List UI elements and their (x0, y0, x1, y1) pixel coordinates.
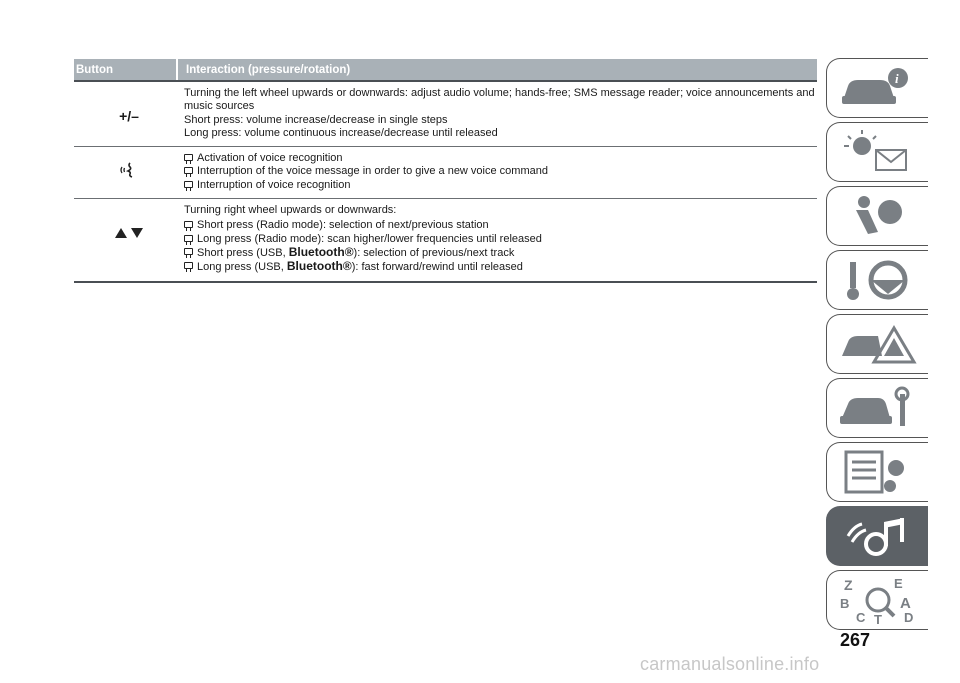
row-description (184, 199, 817, 280)
table-row (74, 147, 817, 199)
svg-text:D: D (903, 610, 913, 624)
bullet-icon (184, 248, 193, 255)
index-az-icon (838, 576, 918, 624)
voice-recognition-icon (74, 147, 184, 198)
tab-safety[interactable] (826, 186, 928, 246)
description-intro: Turning right wheel upwards or downwards: (184, 204, 397, 217)
bullet-icon (184, 221, 193, 228)
list-item: Long press (USB, Bluetooth®): fast forward/rewind until released (184, 260, 817, 274)
page-number: 267 (840, 630, 871, 650)
multimedia-icon (838, 512, 918, 560)
svg-text:C: C (855, 610, 865, 624)
svg-text:T: T (873, 612, 882, 624)
bullet-icon (184, 262, 193, 269)
technical-data-icon (838, 448, 918, 496)
row-description (184, 147, 817, 198)
emergency-breakdown-icon (838, 320, 918, 368)
bullet-icon (184, 181, 193, 188)
list-item: Activation of voice recognition (184, 152, 817, 165)
controls-table (74, 59, 817, 283)
table-header (74, 59, 817, 82)
bullet-icon (184, 235, 193, 242)
bullet-icon (184, 154, 193, 161)
list-item: Short press (Radio mode): selection of next/previous station (184, 219, 817, 232)
tab-starting-driving[interactable] (826, 250, 928, 310)
list-item: Long press (Radio mode): scan higher/lower frequencies until released (184, 233, 817, 246)
svg-text:E: E (893, 576, 903, 591)
table-row (74, 82, 817, 147)
svg-text:A: A (899, 595, 911, 612)
tab-multimedia[interactable] (826, 506, 928, 566)
car-maintenance-icon (838, 384, 918, 432)
bullet-icon (184, 167, 193, 174)
car-info-icon (838, 64, 918, 112)
list-item: Interruption of the voice message in order to give a new voice command (184, 165, 817, 178)
warning-lights-message-icon (838, 128, 918, 176)
row-description (184, 82, 817, 146)
svg-text:i: i (894, 71, 899, 86)
header-interaction: Interaction (pressure/rotation) (176, 59, 350, 80)
table-row (74, 199, 817, 282)
tab-index[interactable] (826, 570, 928, 630)
description-line: Short press: volume increase/decrease in single steps (184, 113, 448, 126)
description-line: Turning the left wheel upwards or downwards: adjust audio volume; hands-free; SMS message reader; voice announcements and music sources (184, 87, 815, 113)
header-button: Button (76, 63, 114, 76)
key-steering-wheel-icon (838, 256, 918, 304)
chapter-tabs (826, 58, 928, 634)
tab-emergency[interactable] (826, 314, 928, 374)
tab-technical-data[interactable] (826, 442, 928, 502)
watermark: carmanualsonline.info (640, 654, 820, 674)
svg-text:Z: Z (843, 577, 853, 593)
svg-text:B: B (839, 596, 849, 611)
bluetooth-term: Bluetooth® (286, 259, 352, 274)
volume-button-label: +/– (119, 108, 139, 124)
description-line: Long press: volume continuous increase/decrease until released (184, 126, 498, 139)
bluetooth-term: Bluetooth® (288, 244, 354, 259)
airbag-safety-icon (838, 192, 918, 240)
tab-car-info[interactable] (826, 58, 928, 118)
tab-warning-lights[interactable] (826, 122, 928, 182)
up-down-arrows-icon (74, 199, 184, 280)
list-item: Short press (USB, Bluetooth®): selection of previous/next track (184, 246, 817, 260)
list-item: Interruption of voice recognition (184, 179, 817, 192)
tab-maintenance[interactable] (826, 378, 928, 438)
